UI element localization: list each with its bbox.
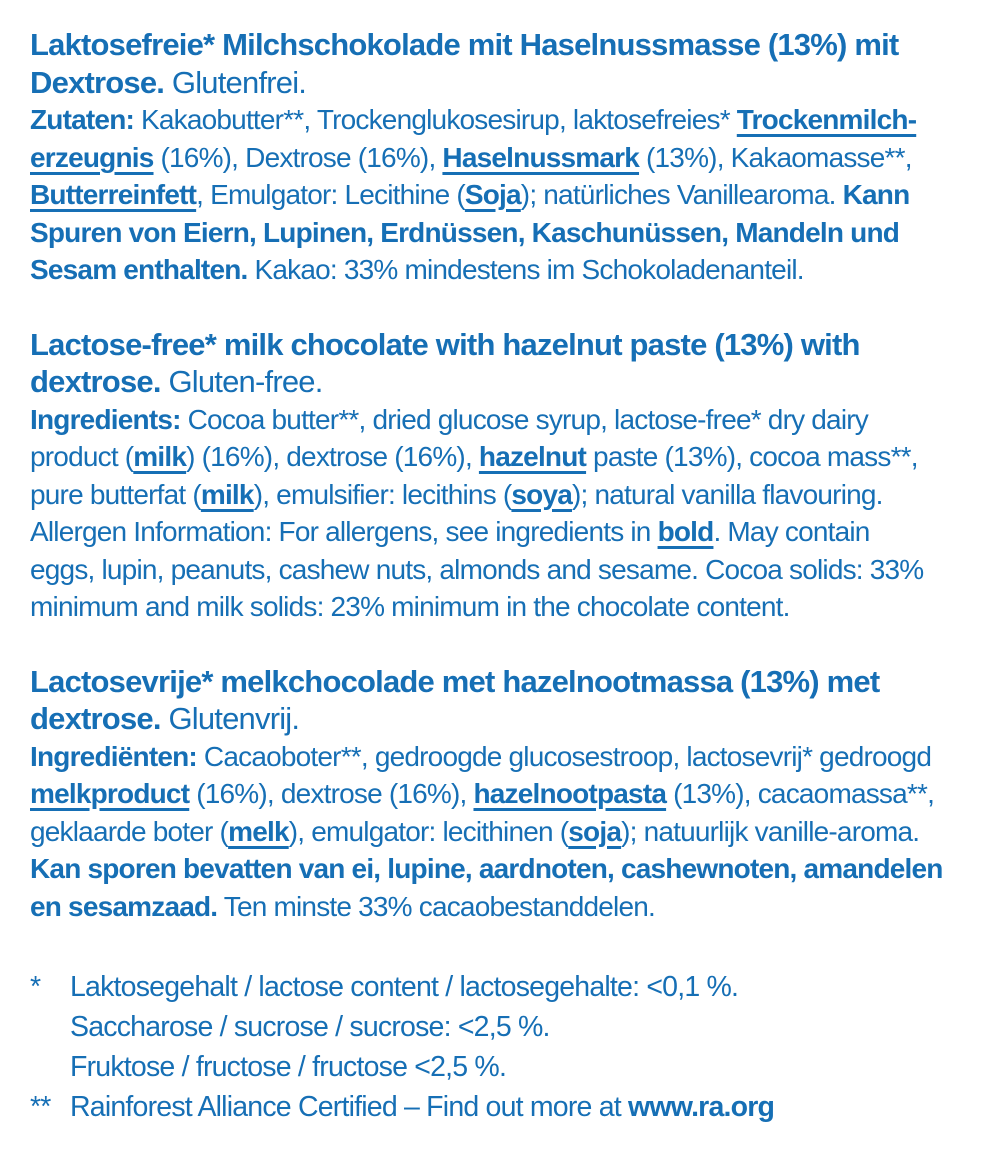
text-run: Allergen Information: For allergens, see ingredients in bbox=[30, 516, 658, 547]
text-run: Kann bbox=[842, 179, 910, 210]
text-line bbox=[30, 513, 972, 551]
text-line bbox=[30, 551, 972, 589]
text-line bbox=[30, 326, 972, 364]
footnote-marker bbox=[30, 1007, 70, 1047]
text-run: ); natural vanilla flavouring. bbox=[572, 478, 883, 510]
footnote-row bbox=[30, 1007, 972, 1047]
text-run: Spuren von Eiern, Lupinen, Erdnüssen, Kaschunüssen, Mandeln und bbox=[30, 216, 900, 248]
text-run: Ingredients: bbox=[30, 403, 181, 435]
footnote-marker: * bbox=[30, 971, 41, 1003]
text-line bbox=[30, 251, 972, 289]
text-run: paste (13%), cocoa mass**, bbox=[586, 441, 918, 472]
text-run: product ( bbox=[30, 441, 134, 472]
text-line bbox=[30, 663, 972, 701]
text-run: melk bbox=[228, 815, 289, 847]
text-run: Lactosevrije* melkchocolade met hazelnootmassa (13%) met bbox=[30, 663, 880, 699]
text-line bbox=[30, 363, 972, 401]
text-run: melkproduct bbox=[30, 778, 190, 809]
footnote-row bbox=[30, 1087, 972, 1127]
text-run: Rainforest Alliance Certified – Find out more at bbox=[70, 1091, 629, 1123]
text-run: (13%), Kakaomasse**, bbox=[639, 141, 912, 173]
text-run: Kan sporen bevatten van ei, lupine, aardnoten, cashewnoten, amandelen bbox=[30, 853, 943, 884]
text-run: dextrose. bbox=[30, 701, 161, 736]
text-run: dextrose. bbox=[30, 364, 161, 399]
text-line bbox=[30, 214, 972, 252]
text-run: Gluten-free. bbox=[160, 364, 323, 399]
text-run: Cocoa butter**, dried glucose syrup, lactose-free* dry dairy bbox=[180, 403, 868, 435]
text-run: (13%), cacaomassa**, bbox=[666, 778, 935, 809]
text-run: Soja bbox=[464, 179, 521, 210]
text-run: soja bbox=[568, 815, 622, 847]
text-run: . May contain bbox=[713, 516, 870, 547]
text-run: Dextrose. bbox=[30, 64, 165, 100]
text-line bbox=[30, 401, 972, 439]
text-line bbox=[30, 813, 972, 851]
text-line bbox=[30, 850, 972, 888]
text-run: Butterreinfett bbox=[30, 179, 197, 210]
text-line bbox=[30, 26, 972, 64]
text-run: , Emulgator: Lecithine ( bbox=[196, 179, 465, 210]
text-line bbox=[30, 738, 972, 776]
text-run: Ingrediënten: bbox=[30, 740, 197, 772]
footnote-row bbox=[30, 1047, 972, 1087]
text-run: pure butterfat ( bbox=[30, 478, 201, 510]
footnote-text bbox=[70, 1087, 774, 1127]
text-run: Glutenfrei. bbox=[164, 64, 307, 100]
footnote-row bbox=[30, 967, 972, 1007]
text-run: hazelnootpasta bbox=[473, 778, 667, 809]
text-run: eggs, lupin, peanuts, cashew nuts, almonds and sesame. Cocoa solids: 33% bbox=[30, 553, 924, 585]
text-run: Ten minste 33% cacaobestanddelen. bbox=[217, 890, 655, 922]
text-line bbox=[30, 588, 972, 626]
text-run: milk bbox=[200, 478, 254, 510]
text-run: Laktosegehalt / lactose content / lactosegehalte: <0,1 %. bbox=[70, 971, 739, 1003]
footnote-marker: ** bbox=[30, 1091, 51, 1123]
text-line bbox=[30, 888, 972, 926]
text-run: milk bbox=[133, 441, 187, 472]
text-run: Trockenmilch- bbox=[736, 104, 917, 135]
section-german bbox=[30, 26, 972, 289]
text-run: erzeugnis bbox=[30, 141, 154, 173]
text-line bbox=[30, 476, 972, 514]
text-run: www.ra.org bbox=[628, 1091, 775, 1123]
footnote-marker bbox=[30, 1047, 70, 1087]
text-run: minimum and milk solids: 23% minimum in the chocolate content. bbox=[30, 591, 790, 622]
text-run: Lactose-free* milk chocolate with hazelnut paste (13%) with bbox=[30, 326, 860, 362]
text-run: Sesam enthalten. bbox=[30, 254, 248, 285]
text-run: Haselnussmark bbox=[442, 141, 640, 173]
text-run: ), emulsifier: lecithins ( bbox=[253, 478, 512, 510]
text-line bbox=[30, 139, 972, 177]
text-run: hazelnut bbox=[478, 441, 587, 472]
footnote-text bbox=[70, 967, 738, 1007]
text-line bbox=[30, 64, 972, 102]
text-run: Laktosefreie* Milchschokolade mit Haselnussmasse (13%) mit bbox=[30, 27, 899, 62]
text-run: geklaarde boter ( bbox=[30, 815, 229, 847]
text-run: bold bbox=[657, 516, 714, 547]
text-line bbox=[30, 438, 972, 476]
text-run: Saccharose / sucrose / sucrose: <2,5 %. bbox=[70, 1011, 550, 1043]
text-run: en sesamzaad. bbox=[30, 890, 218, 922]
text-run: Kakaobutter**, Trockenglukosesirup, laktosefreies* bbox=[134, 104, 737, 135]
section-english bbox=[30, 326, 972, 626]
text-run: Kakao: 33% mindestens im Schokoladenanteil. bbox=[247, 254, 804, 285]
text-line bbox=[30, 775, 972, 813]
text-run: (16%), Dextrose (16%), bbox=[153, 141, 443, 173]
text-run: ); natürliches Vanillearoma. bbox=[520, 179, 843, 210]
text-line bbox=[30, 176, 972, 214]
text-line bbox=[30, 101, 972, 139]
text-run: soya bbox=[511, 478, 573, 510]
text-run: Zutaten: bbox=[30, 104, 135, 135]
footnotes bbox=[30, 967, 972, 1127]
text-run: Cacaoboter**, gedroogde glucosestroop, lactosevrij* gedroogd bbox=[196, 740, 932, 772]
text-run: ), emulgator: lecithinen ( bbox=[288, 815, 569, 847]
text-run: ); natuurlijk vanille-aroma. bbox=[621, 815, 920, 847]
text-run: ) (16%), dextrose (16%), bbox=[186, 441, 479, 472]
section-dutch bbox=[30, 663, 972, 926]
text-line bbox=[30, 700, 972, 738]
text-run: (16%), dextrose (16%), bbox=[189, 778, 474, 809]
text-run: Fruktose / fructose / fructose <2,5 %. bbox=[70, 1051, 507, 1083]
footnote-text bbox=[70, 1047, 506, 1087]
footnote-text bbox=[70, 1007, 550, 1047]
text-run: Glutenvrij. bbox=[160, 701, 300, 736]
